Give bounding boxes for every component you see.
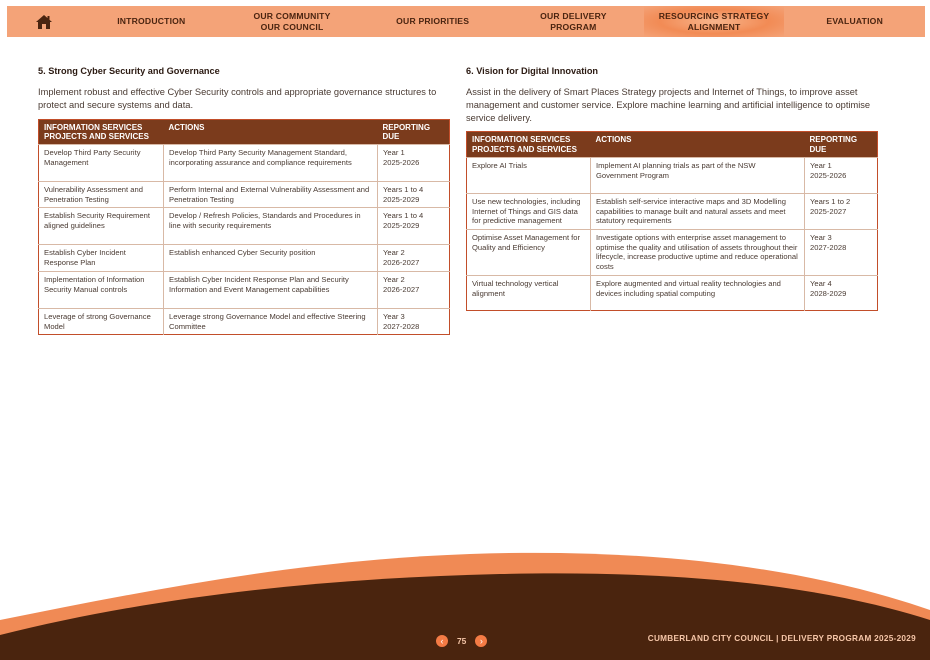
table-row xyxy=(39,182,450,208)
nav-evaluation[interactable]: EVALUATION xyxy=(826,16,883,27)
nav-home-button[interactable] xyxy=(7,6,81,37)
header-actions: ACTIONS xyxy=(591,132,805,157)
due-cell: Year 3 2027-2028 xyxy=(805,230,878,276)
due-cell: Year 2 2026-2027 xyxy=(378,245,450,271)
prev-page-button[interactable] xyxy=(436,635,448,647)
due-cell: Years 1 to 4 2025-2029 xyxy=(378,208,450,245)
action-cell: Perform Internal and External Vulnerability Assessment and Penetration Testing xyxy=(164,182,378,208)
nav-our-community-our-council[interactable]: OUR COMMUNITY OUR COUNCIL xyxy=(253,11,331,32)
table-row xyxy=(39,208,450,245)
header-reporting-due: REPORTING DUE xyxy=(378,119,450,144)
section-intro: Implement robust and effective Cyber Security controls and appropriate governance structures to protect and secure systems and data. xyxy=(38,87,437,110)
project-cell: Explore AI Trials xyxy=(467,157,591,193)
table-row xyxy=(39,308,450,334)
project-cell: Implementation of Information Security Manual controls xyxy=(39,271,164,308)
nav-resourcing-strategy-alignment[interactable]: RESOURCING STRATEGY ALIGNMENT xyxy=(644,6,785,37)
section-intro: Assist in the delivery of Smart Places Strategy projects and Internet of Things, to improve asset management and customer service. Explore machine learning and artificial intelligence to optimise service delivery. xyxy=(466,87,871,123)
header-projects: INFORMATION SERVICES PROJECTS AND SERVICES xyxy=(467,132,591,157)
table-header-row xyxy=(467,132,878,157)
project-cell: Optimise Asset Management for Quality and Efficiency xyxy=(467,230,591,276)
home-icon xyxy=(35,14,53,30)
due-cell: Year 2 2026-2027 xyxy=(378,271,450,308)
header-actions: ACTIONS xyxy=(164,119,378,144)
action-cell: Establish Cyber Incident Response Plan and Security Information and Event Management capabilities xyxy=(164,271,378,308)
project-cell: Establish Security Requirement aligned guidelines xyxy=(39,208,164,245)
nav-our-delivery-program[interactable]: OUR DELIVERY PROGRAM xyxy=(540,11,607,32)
section-title: 5. Strong Cyber Security and Governance xyxy=(38,66,220,76)
project-cell: Establish Cyber Incident Response Plan xyxy=(39,245,164,271)
action-cell: Explore augmented and virtual reality technologies and devices including spatial computing xyxy=(591,275,805,310)
due-cell: Year 4 2028-2029 xyxy=(805,275,878,310)
table-row xyxy=(39,145,450,182)
section-digital-innovation xyxy=(466,66,878,311)
action-cell: Establish enhanced Cyber Security position xyxy=(164,245,378,271)
top-navigation-bar xyxy=(7,6,925,37)
table-header-row xyxy=(39,119,450,144)
action-cell: Develop Third Party Security Management Standard, incorporating assurance and compliance requirements xyxy=(164,145,378,182)
action-cell: Leverage strong Governance Model and effective Steering Committee xyxy=(164,308,378,334)
project-cell: Virtual technology vertical alignment xyxy=(467,275,591,310)
due-cell: Year 1 2025-2026 xyxy=(805,157,878,193)
nav-our-priorities[interactable]: OUR PRIORITIES xyxy=(396,16,470,27)
nav-introduction[interactable]: INTRODUCTION xyxy=(117,16,186,27)
header-projects: INFORMATION SERVICES PROJECTS AND SERVICES xyxy=(39,119,164,144)
action-cell: Investigate options with enterprise asset management to optimise the quality and utilisation of assets throughout their lifecycle, increase productive uptime and reduce operational costs xyxy=(591,230,805,276)
project-cell: Use new technologies, including Internet of Things and GIS data for predictive management xyxy=(467,193,591,229)
project-cell: Vulnerability Assessment and Penetration Testing xyxy=(39,182,164,208)
page-number: 75 xyxy=(457,636,467,646)
header-reporting-due: REPORTING DUE xyxy=(805,132,878,157)
table-row xyxy=(467,275,878,310)
chevron-left-icon: ‹ xyxy=(440,636,444,646)
cyber-security-table xyxy=(38,119,450,336)
due-cell: Years 1 to 4 2025-2029 xyxy=(378,182,450,208)
footer-publication-title: CUMBERLAND CITY COUNCIL | DELIVERY PROGRAM 2025-2029 xyxy=(647,634,916,643)
due-cell: Years 1 to 2 2025-2027 xyxy=(805,193,878,229)
section-cyber-security xyxy=(38,66,450,335)
table-row xyxy=(39,271,450,308)
table-row xyxy=(39,245,450,271)
table-row xyxy=(467,193,878,229)
action-cell: Develop / Refresh Policies, Standards and Procedures in line with security requirements xyxy=(164,208,378,245)
table-row xyxy=(467,230,878,276)
project-cell: Leverage of strong Governance Model xyxy=(39,308,164,334)
project-cell: Develop Third Party Security Management xyxy=(39,145,164,182)
next-page-button[interactable] xyxy=(475,635,487,647)
chevron-right-icon: › xyxy=(479,636,483,646)
due-cell: Year 3 2027-2028 xyxy=(378,308,450,334)
digital-innovation-table xyxy=(466,131,878,310)
action-cell: Establish self-service interactive maps and 3D Modelling capabilities to manage built and natural assets and meet statutory requirements xyxy=(591,193,805,229)
section-title: 6. Vision for Digital Innovation xyxy=(466,66,599,76)
page-navigation xyxy=(436,635,487,647)
table-row xyxy=(467,157,878,193)
action-cell: Implement AI planning trials as part of the NSW Government Program xyxy=(591,157,805,193)
due-cell: Year 1 2025-2026 xyxy=(378,145,450,182)
